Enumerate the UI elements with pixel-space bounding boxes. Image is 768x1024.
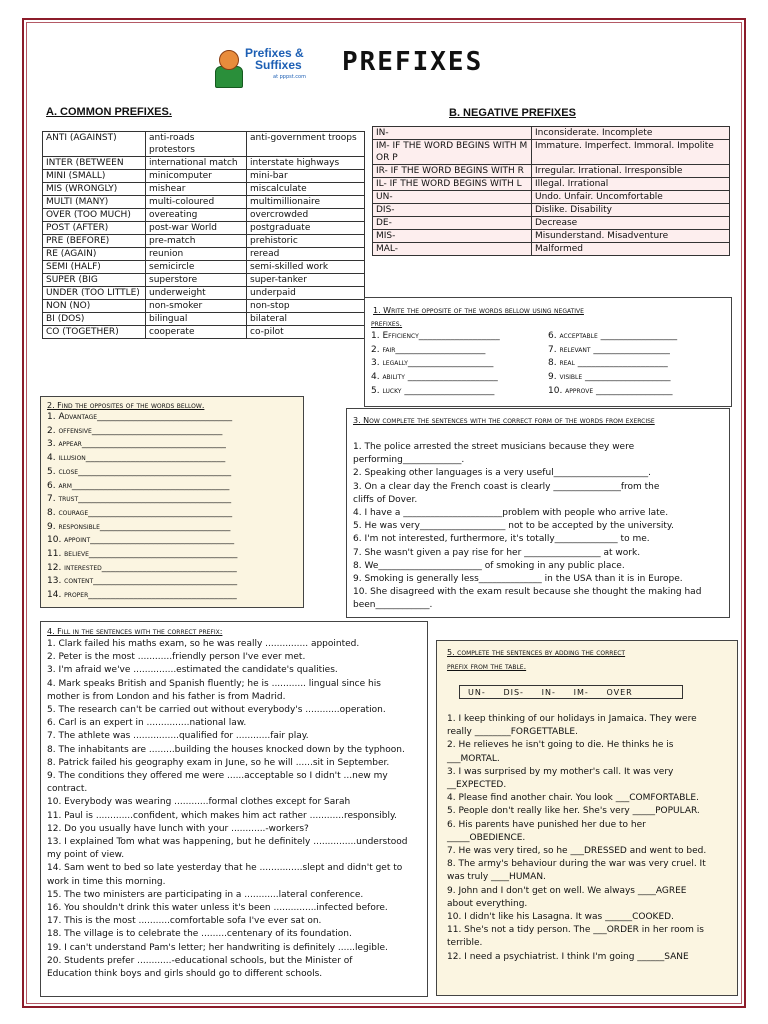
exercise-1-item: 8. real ____________________ — [548, 358, 668, 369]
example-cell: international match — [146, 157, 247, 170]
exercise-3-line: 10. She disagreed with the exam result because she thought the making had — [353, 587, 702, 598]
example-cell: underpaid — [247, 287, 365, 300]
exercise-5-line: 8. The army's behaviour during the war was very cruel. It — [447, 859, 706, 870]
exercise-1-box — [364, 297, 732, 407]
example-cell: reread — [247, 248, 365, 261]
exercise-4-title: 4. Fill in the sentences with the correct prefix: — [47, 627, 223, 636]
exercise-5-line: terrible. — [447, 938, 483, 949]
exercise-4-line: 2. Peter is the most ............friendly person I've ever met. — [47, 652, 306, 663]
example-cell: multi-coloured — [146, 196, 247, 209]
cartoon-student-icon — [213, 48, 247, 88]
exercise-1-item: 7. relevant _________________ — [548, 344, 670, 355]
example-cell: non-smoker — [146, 300, 247, 313]
exercise-5-line: 6. His parents have punished her due to her — [447, 819, 646, 830]
example-cell: postgraduate — [247, 222, 365, 235]
negative-prefix-row — [373, 165, 730, 178]
exercise-2-item: 5. close__________________________________ — [47, 466, 232, 477]
example-cell: overcrowded — [247, 209, 365, 222]
exercise-2-item: 13. content________________________________ — [47, 576, 238, 587]
prefix-rule-cell: IM- IF THE WORD BEGINS WITH M OR P — [373, 140, 532, 165]
negative-prefixes-table — [372, 126, 730, 256]
example-cell: semi-skilled work — [247, 261, 365, 274]
example-cell: non-stop — [247, 300, 365, 313]
prefix-rule-cell: DE- — [373, 217, 532, 230]
example-cell: super-tanker — [247, 274, 365, 287]
negative-prefix-row — [373, 243, 730, 256]
common-prefix-row — [43, 170, 365, 183]
exercise-1-left-col — [371, 330, 500, 399]
exercise-3-line: cliffs of Dover. — [353, 494, 418, 505]
example-cell: Irregular. Irrational. Irresponsible — [532, 165, 730, 178]
exercise-5-line: 1. I keep thinking of our holidays in Jamaica. They were — [447, 714, 697, 724]
exercise-3-line: 3. On a clear day the French coast is clearly _______________from the — [353, 481, 660, 492]
exercise-2-box — [40, 396, 304, 608]
exercise-4-line: 7. The athlete was ................qualified for ............fair play. — [47, 731, 309, 742]
example-cell: semicircle — [146, 261, 247, 274]
prefix-cell: PRE (BEFORE) — [43, 235, 146, 248]
exercise-5-line: 4. Please find another chair. You look ___COMFORTABLE. — [447, 793, 699, 804]
exercise-1-item: 4. ability ____________________ — [371, 372, 498, 383]
exercise-2-item: 4. illusion_______________________________ — [47, 453, 226, 464]
prefix-rule-cell: IN- — [373, 127, 532, 140]
exercise-1-item: 1. Efficiency__________________ — [371, 331, 500, 341]
exercise-1-item: 10. approve _________________ — [548, 385, 673, 396]
page-title: PREFIXES — [342, 47, 484, 77]
exercise-3-box — [346, 408, 730, 618]
common-prefix-row — [43, 261, 365, 274]
example-cell: minicomputer — [146, 170, 247, 183]
example-cell: superstore — [146, 274, 247, 287]
prefix-cell: NON (NO) — [43, 300, 146, 313]
negative-prefix-row — [373, 178, 730, 191]
exercise-3-line: performing_____________. — [353, 455, 465, 466]
exercise-5-line: __EXPECTED. — [447, 780, 507, 791]
prefix-cell: CO (TOGETHER) — [43, 326, 146, 339]
exercise-2-item: 8. courage________________________________ — [47, 507, 233, 518]
example-cell: Inconsiderate. Incomplete — [532, 127, 730, 140]
exercise-2-item: 2. offensive_____________________________ — [47, 425, 223, 436]
exercise-1-item: 2. fair____________________ — [371, 344, 486, 355]
negative-prefix-row — [373, 140, 730, 165]
exercise-1-item: 5. lucky ____________________ — [371, 385, 495, 396]
example-cell: Undo. Unfair. Uncomfortable — [532, 191, 730, 204]
exercise-2-item: 3. appear________________________________ — [47, 439, 226, 450]
exercise-4-line: 5. The research can't be carried out without everybody's ............operation. — [47, 705, 386, 716]
exercise-3-line: 7. She wasn't given a pay rise for her _________________ at work. — [353, 547, 641, 558]
exercise-2-item: 11. believe_________________________________ — [47, 549, 238, 560]
exercise-4-line: 15. The two ministers are participating in a ............lateral conference. — [47, 889, 364, 900]
exercise-4-line: 12. Do you usually have lunch with your ............-workers? — [47, 823, 309, 834]
common-prefix-row — [43, 235, 365, 248]
exercise-3-line: 2. Speaking other languages is a very useful_____________________. — [353, 468, 652, 479]
exercise-4-line: 14. Sam went to bed so late yesterday that he ...............slept and didn't get to — [47, 863, 403, 874]
example-cell: cooperate — [146, 326, 247, 339]
example-cell: anti-roads protestors — [146, 132, 247, 157]
exercise-4-line: 16. You shouldn't drink this water unless it's been ...............infected before. — [47, 903, 388, 914]
exercise-4-line: 9. The conditions they offered me were ......acceptable so I didn't ...new my — [47, 771, 388, 782]
exercise-4-line: 19. I can't understand Pam's letter; her handwriting is definitely ......legible. — [47, 942, 388, 953]
example-cell: Malformed — [532, 243, 730, 256]
prefix-rule-cell: MAL- — [373, 243, 532, 256]
prefix-cell: MULTI (MANY) — [43, 196, 146, 209]
prefix-cell: SUPER (BIG — [43, 274, 146, 287]
prefix-rule-cell: UN- — [373, 191, 532, 204]
exercise-4-line: 13. I explained Tom what was happening, but he definitely ...............understood — [47, 837, 408, 848]
negative-prefix-row — [373, 191, 730, 204]
exercise-3-sentences — [353, 441, 701, 613]
example-cell: overeating — [146, 209, 247, 222]
common-prefix-row — [43, 157, 365, 170]
exercise-5-line: 3. I was surprised by my mother's call. It was very — [447, 766, 674, 777]
exercise-5-title-cont: prefix from the table. — [447, 662, 527, 671]
exercise-3-line: 9. Smoking is generally less______________ in the USA than it is in Europe. — [353, 574, 683, 585]
exercise-1-title: 1. Write the opposite of the words bellow using negative — [373, 306, 584, 315]
exercise-4-line: work in time this morning. — [47, 876, 166, 887]
exercise-4-line: Education think boys and girls should go to different schools. — [47, 969, 323, 980]
exercise-5-line: 12. I need a psychiatrist. I think I'm going ______SANE — [447, 951, 689, 962]
exercise-4-line: mother is from London and his father is from Madrid. — [47, 691, 286, 702]
example-cell: Dislike. Disability — [532, 204, 730, 217]
exercise-1-item: 6. acceptable _________________ — [548, 331, 678, 341]
example-cell: mishear — [146, 183, 247, 196]
exercise-5-title: 5. complete the sentences by adding the correct — [447, 648, 626, 657]
example-cell: co-pilot — [247, 326, 365, 339]
example-cell: bilateral — [247, 313, 365, 326]
exercise-3-line: 6. I'm not interested, furthermore, it's totally______________ to me. — [353, 534, 650, 545]
example-cell: multimillionaire — [247, 196, 365, 209]
negative-prefix-row — [373, 217, 730, 230]
example-cell: underweight — [146, 287, 247, 300]
exercise-5-line: 9. John and I don't get on well. We always ____AGREE — [447, 885, 687, 896]
exercise-5-line: about everything. — [447, 898, 528, 909]
exercise-4-line: my point of view. — [47, 850, 125, 861]
example-cell: Misunderstand. Misadventure — [532, 230, 730, 243]
prefix-rule-cell: DIS- — [373, 204, 532, 217]
exercise-5-line: was truly ____HUMAN. — [447, 872, 546, 883]
exercise-1-title-cont: prefixes. — [371, 319, 403, 328]
prefix-cell: MIS (WRONGLY) — [43, 183, 146, 196]
common-prefix-row — [43, 209, 365, 222]
prefix-cell: UNDER (TOO LITTLE) — [43, 287, 146, 300]
exercise-4-line: 4. Mark speaks British and Spanish fluently; he is ............ lingual since his — [47, 678, 381, 689]
prefix-cell: OVER (TOO MUCH) — [43, 209, 146, 222]
section-a-heading: A. COMMON PREFIXES. — [46, 106, 172, 118]
common-prefix-row — [43, 300, 365, 313]
prefix-cell: MINI (SMALL) — [43, 170, 146, 183]
exercise-2-item: 12. interested______________________________ — [47, 562, 237, 573]
exercise-4-box — [40, 621, 428, 997]
prefix-cell: POST (AFTER) — [43, 222, 146, 235]
exercise-4-line: 8. The inhabitants are .........building the houses knocked down by the typhoon. — [47, 744, 405, 755]
exercise-4-line: 17. This is the most ...........comfortable sofa I've ever sat on. — [47, 916, 322, 927]
negative-prefix-row — [373, 127, 730, 140]
exercise-5-line: 10. I didn't like his Lasagna. It was ______COOKED. — [447, 912, 674, 923]
example-cell: post-war World — [146, 222, 247, 235]
common-prefix-row — [43, 248, 365, 261]
example-cell: interstate highways — [247, 157, 365, 170]
exercise-5-line: really ________FORGETTABLE. — [447, 727, 578, 738]
negative-prefix-row — [373, 204, 730, 217]
exercise-4-line: 6. Carl is an expert in ...............national law. — [47, 718, 247, 729]
exercise-5-line: 7. He was very tired, so he ___DRESSED and went to bed. — [447, 846, 707, 857]
exercise-4-line: 8. Patrick failed his geography exam in June, so he will ......sit in September. — [47, 757, 390, 768]
exercise-2-list — [47, 411, 237, 603]
exercise-5-line: 11. She's not a tidy person. The ___ORDER in her room is — [447, 925, 704, 936]
common-prefix-row — [43, 183, 365, 196]
exercise-3-line: 8. We_______________________ of smoking in any public place. — [353, 560, 625, 571]
common-prefix-row — [43, 313, 365, 326]
example-cell: miscalculate — [247, 183, 365, 196]
exercise-1-item: 9. visible ___________________ — [548, 372, 671, 383]
exercise-4-sentences — [47, 638, 407, 981]
exercise-5-line: 2. He relieves he isn't going to die. He thinks he is — [447, 740, 674, 751]
exercise-3-line: been____________. — [353, 600, 433, 611]
example-cell: reunion — [146, 248, 247, 261]
prefix-cell: BI (DOS) — [43, 313, 146, 326]
exercise-5-line: ___MORTAL. — [447, 753, 500, 764]
example-cell: Immature. Imperfect. Immoral. Impolite — [532, 140, 730, 165]
example-cell: Decrease — [532, 217, 730, 230]
exercise-5-line: 5. People don't really like her. She's very _____POPULAR. — [447, 806, 700, 817]
common-prefix-row — [43, 274, 365, 287]
exercise-4-line: 3. I'm afraid we've ...............estimated the candidate's qualities. — [47, 665, 338, 676]
negative-prefix-row — [373, 230, 730, 243]
exercise-4-line: 11. Paul is .............confident, which makes him act rather ............responsibly. — [47, 810, 397, 821]
common-prefix-row — [43, 222, 365, 235]
exercise-2-item: 1. Advantage______________________________ — [47, 412, 233, 422]
prefix-cell: RE (AGAIN) — [43, 248, 146, 261]
example-cell: bilingual — [146, 313, 247, 326]
example-cell: Illegal. Irrational — [532, 178, 730, 191]
prefix-cell: ANTI (AGAINST) — [43, 132, 146, 157]
prefix-cell: SEMI (HALF) — [43, 261, 146, 274]
example-cell: pre-match — [146, 235, 247, 248]
exercise-4-line: contract. — [47, 784, 88, 795]
exercise-5-box — [436, 640, 738, 996]
exercise-2-title: 2. Find the opposites of the words bellow. — [47, 401, 205, 410]
exercise-1-item: 3. legally___________________ — [371, 358, 494, 369]
exercise-4-line: 1. Clark failed his maths exam, so he was really ............... appointed. — [47, 639, 360, 649]
exercise-3-title: 3. Now complete the sentences with the correct form of the words from exercise — [353, 416, 655, 425]
example-cell: anti-government troops — [247, 132, 365, 157]
exercise-5-prefix-bank: UN- DIS- IN- IM- OVER — [459, 685, 683, 699]
exercise-2-item: 9. responsible_____________________________ — [47, 521, 231, 532]
exercise-4-line: 10. Everybody was wearing ............formal clothes except for Sarah — [47, 797, 351, 808]
prefix-cell: INTER (BETWEEN — [43, 157, 146, 170]
common-prefix-row — [43, 287, 365, 300]
common-prefix-row — [43, 326, 365, 339]
exercise-4-line: 20. Students prefer ............-educational schools, but the Minister of — [47, 955, 353, 966]
exercise-4-line: 18. The village is to celebrate the .........centenary of its foundation. — [47, 929, 352, 940]
exercise-2-item: 6. arm___________________________________ — [47, 480, 230, 491]
exercise-3-line: 4. I have a ______________________problem with people who arrive late. — [353, 508, 669, 519]
common-prefix-row — [43, 132, 365, 157]
exercise-2-item: 7. trust__________________________________ — [47, 494, 232, 505]
exercise-5-line: _____OBEDIENCE. — [447, 832, 526, 843]
exercise-5-sentences — [447, 713, 706, 964]
example-cell: prehistoric — [247, 235, 365, 248]
exercise-3-line: 5. He was very___________________ not to be accepted by the university. — [353, 521, 674, 532]
exercise-2-item: 10. appoint________________________________ — [47, 535, 235, 546]
prefix-rule-cell: MIS- — [373, 230, 532, 243]
section-b-heading: B. NEGATIVE PREFIXES — [449, 107, 576, 119]
prefixes-suffixes-logo: Prefixes & Suffixes at pppst.com — [213, 46, 331, 92]
common-prefix-row — [43, 196, 365, 209]
exercise-3-line: 1. The police arrested the street musicians because they were — [353, 442, 635, 452]
exercise-1-right-col — [548, 330, 677, 399]
exercise-2-item: 14. proper_________________________________ — [47, 590, 237, 601]
prefix-rule-cell: IR- IF THE WORD BEGINS WITH R — [373, 165, 532, 178]
example-cell: mini-bar — [247, 170, 365, 183]
common-prefixes-table — [42, 131, 365, 339]
prefix-rule-cell: IL- IF THE WORD BEGINS WITH L — [373, 178, 532, 191]
